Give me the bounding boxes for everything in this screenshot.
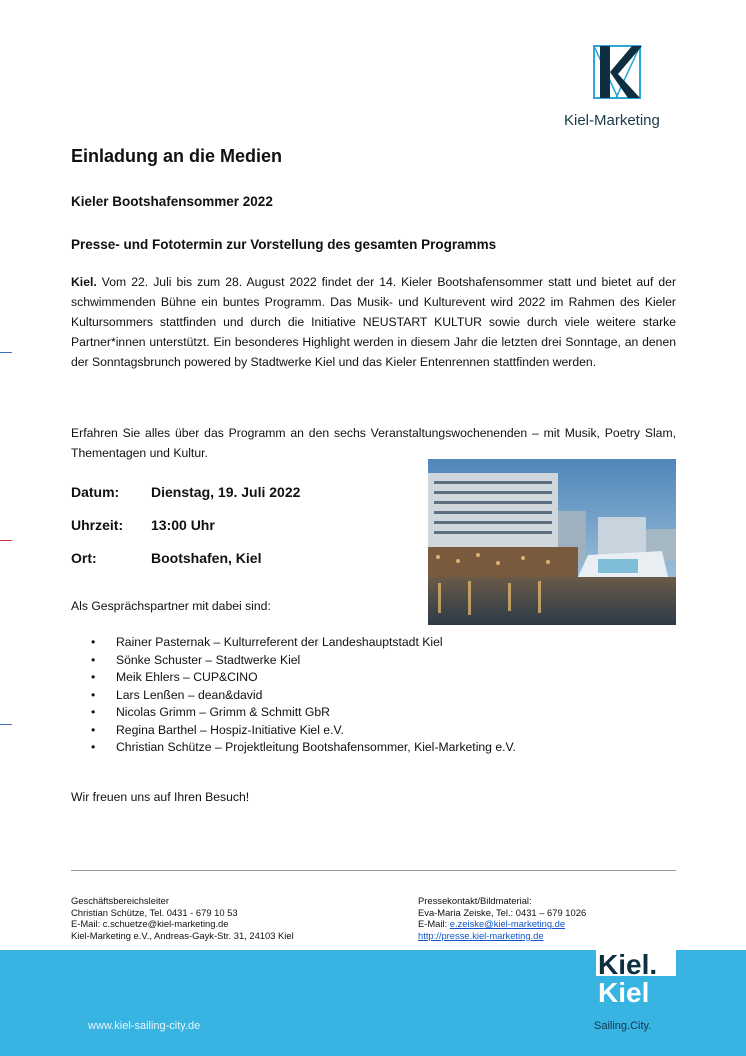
partners-list bbox=[91, 634, 516, 757]
date-label: Datum: bbox=[71, 484, 120, 500]
footer-contact-left bbox=[71, 895, 294, 941]
list-item: • Meik Ehlers – CUP&CINO bbox=[91, 669, 516, 687]
footer-contact-right bbox=[418, 895, 586, 941]
press-url-link[interactable]: http://presse.kiel-marketing.de bbox=[418, 929, 544, 941]
intro-lead: Kiel. bbox=[71, 275, 97, 289]
place-label: Ort: bbox=[71, 550, 97, 566]
footer-left-line: Geschäftsbereichsleiter bbox=[71, 895, 169, 906]
headline: Presse- und Fototermin zur Vorstellung des gesamten Programms bbox=[71, 237, 497, 252]
margin-mark bbox=[0, 352, 12, 353]
kiel-logo-bottom: Kiel bbox=[598, 977, 650, 1008]
divider bbox=[71, 870, 676, 871]
press-email-link[interactable]: e.zeiske@kiel-marketing.de bbox=[449, 918, 566, 930]
intro-text: Vom 22. Juli bis zum 28. August 2022 findet der 14. Kieler Bootshafensommer statt und bietet auf der schwimmenden Bühne ein buntes Programm. Das Musik- und Kulturevent wird 2022 im Rahmen des Kieler Kultursommers stattfinden und durch die Initiative NEUSTART KULTUR sowie durch viele weitere starke Partner*innen unterstützt. Ein besonderes Highlight werden in diesem Jahr die letzten drei Sonntage, an denen der Sonntagsbrunch powered by Stadtwerke Kiel und das Kieler Entenrennen stattfinden werden. bbox=[71, 275, 676, 369]
footer-left-line: Christian Schütze, Tel. 0431 - 679 10 53 bbox=[71, 906, 238, 918]
time-label: Uhrzeit: bbox=[71, 517, 124, 533]
list-item: • Sönke Schuster – Stadtwerke Kiel bbox=[91, 652, 516, 670]
tagline: Sailing.City. bbox=[594, 1020, 652, 1032]
logo-text: Kiel-Marketing bbox=[564, 112, 660, 129]
footer-email-row bbox=[418, 918, 586, 930]
margin-mark bbox=[0, 724, 12, 725]
footer-left-line: Kiel-Marketing e.V., Andreas-Gayk-Str. 31, 24103 Kiel bbox=[71, 929, 294, 941]
list-item: • Christian Schütze – Projektleitung Bootshafensommer, Kiel-Marketing e.V. bbox=[91, 739, 516, 757]
footer-right-line: Pressekontakt/Bildmaterial: bbox=[418, 895, 532, 906]
footer-left-line: E-Mail: c.schuetze@kiel-marketing.de bbox=[71, 918, 229, 930]
place-row bbox=[71, 550, 262, 566]
list-item: • Regina Barthel – Hospiz-Initiative Kiel e.V. bbox=[91, 722, 516, 740]
date-value: Dienstag, 19. Juli 2022 bbox=[151, 484, 301, 500]
date-row bbox=[71, 484, 301, 500]
email-label: E-Mail: bbox=[418, 918, 450, 930]
kiel-sailing-city-logo-icon bbox=[596, 944, 676, 1008]
time-value: 13:00 Uhr bbox=[151, 517, 215, 533]
intro-paragraph bbox=[71, 272, 676, 372]
kiel-logo-top: Kiel. bbox=[598, 949, 658, 980]
list-item: • Rainer Pasternak – Kulturreferent der Landeshauptstadt Kiel bbox=[91, 634, 516, 652]
closing-text: Wir freuen uns auf Ihren Besuch! bbox=[71, 790, 250, 804]
list-item: • Lars Lenßen – dean&david bbox=[91, 687, 516, 705]
footer-right-line: Eva-Maria Zeiske, Tel.: 0431 – 679 1026 bbox=[418, 906, 587, 918]
time-row bbox=[71, 517, 215, 533]
page-title: Einladung an die Medien bbox=[71, 146, 283, 166]
event-subtitle: Kieler Bootshafensommer 2022 bbox=[71, 194, 273, 209]
place-value: Bootshafen, Kiel bbox=[151, 550, 262, 566]
margin-mark bbox=[0, 540, 12, 541]
program-paragraph: Erfahren Sie alles über das Programm an den sechs Veranstaltungswochenenden – mit Musik, Poetry Slam, Thementagen und Kultur. bbox=[71, 426, 676, 460]
list-item: • Nicolas Grimm – Grimm & Schmitt GbR bbox=[91, 704, 516, 722]
footer-url-link[interactable]: www.kiel-sailing-city.de bbox=[88, 1020, 201, 1032]
event-photo bbox=[428, 459, 676, 625]
kiel-marketing-logo-icon bbox=[592, 44, 642, 100]
partners-intro: Als Gesprächspartner mit dabei sind: bbox=[71, 599, 271, 613]
